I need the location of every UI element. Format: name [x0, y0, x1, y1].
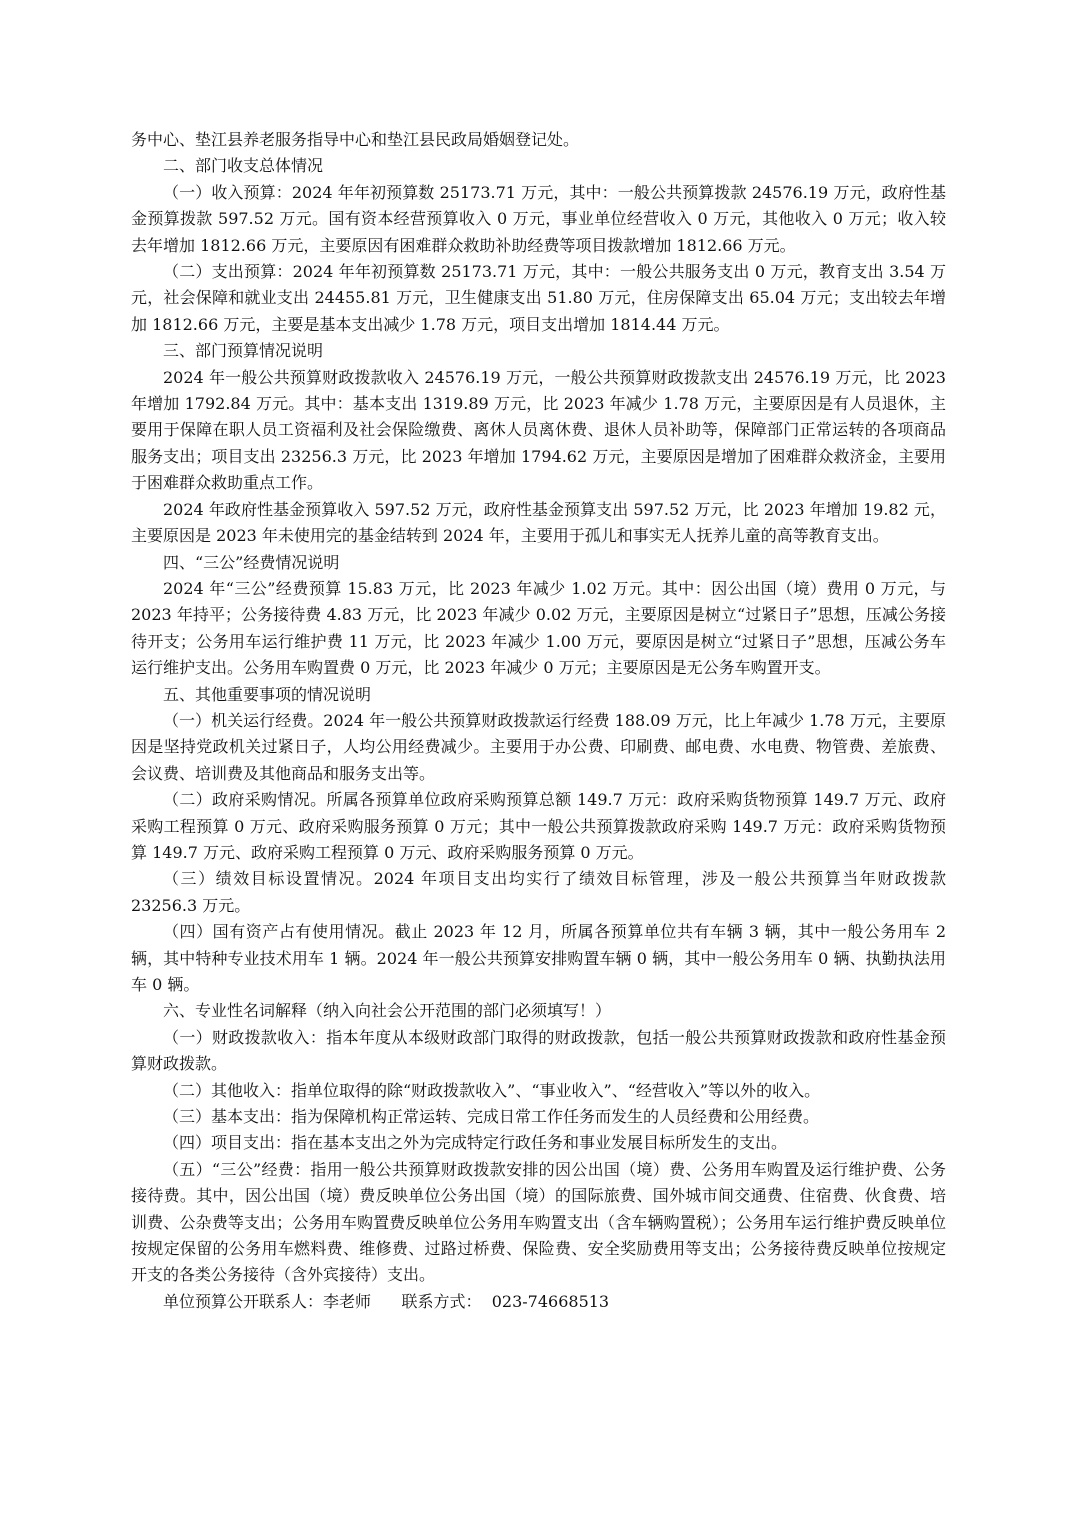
paragraph: （五）“三公”经费：指用一般公共预算财政拨款安排的因公出国（境）费、公务用车购置及运行维护费、公务接待费。其中，因公出国（境）费反映单位公务出国（境）的国际旅费、国外城市间交通费、住宿费、伙食费、培训费、公杂费等支出；公务用车购置费反映单位公务用车购置支出（含车辆购置税）；公务用车运行维护费反映单位按规定保留的公务用车燃料费、维修费、过路过桥费、保险费、安全奖励费用等支出；公务接待费反映单位按规定开支的各类公务接待（含外宾接待）支出。	[131, 1159, 946, 1285]
contact-phone: 023-74668513	[491, 1291, 610, 1311]
section-heading-6: 六、专业性名词解释（纳入向社会公开范围的部门必须填写！）	[163, 1001, 612, 1021]
paragraph: （一）财政拨款收入：指本年度从本级财政部门取得的财政拨款，包括一般公共预算财政拨款和政府性基金预算财政拨款。	[131, 1027, 946, 1074]
paragraph: （二）其他收入：指单位取得的除“财政拨款收入”、“事业收入”、“经营收入”等以外的收入。	[163, 1080, 821, 1100]
paragraph: （一）收入预算：2024 年年初预算数 25173.71 万元，其中：一般公共预算拨款 24576.19 万元，政府性基金预算拨款 597.52 万元。国有资本经营预算收入 0 万元，事业单位经营收入 0 万元，其他收入 0 万元；收入较去年增加 1812.66 万元，主要原因有困难群众救助补助经费等项目拨款增加 1812.66 万元。	[131, 182, 946, 255]
section-heading-5: 五、其他重要事项的情况说明	[163, 684, 372, 704]
paragraph: （三）绩效目标设置情况。2024 年项目支出均实行了绩效目标管理，涉及一般公共预算当年财政拨款 23256.3 万元。	[131, 869, 946, 915]
paragraph: （四）国有资产占有使用情况。截止 2023 年 12 月，所属各预算单位共有车辆 3 辆，其中一般公务用车 2 辆，其中特种专业技术用车 1 辆。2024 年一般公共预算安排购置车辆 0 辆，其中一般公务用车 0 辆、执勤执法用车 0 辆。	[131, 922, 946, 994]
contact-phone-label: 联系方式：	[401, 1291, 482, 1311]
section-heading-3: 三、部门预算情况说明	[163, 341, 324, 361]
contact-person: 单位预算公开联系人：李老师	[163, 1291, 372, 1311]
section-heading-2: 二、部门收支总体情况	[163, 156, 324, 176]
section-heading-4: 四、“三公”经费情况说明	[163, 552, 340, 572]
paragraph: 2024 年政府性基金预算收入 597.52 万元，政府性基金预算支出 597.52 万元，比 2023 年增加 19.82 元，主要原因是 2023 年未使用完的基金结转到 2024 年，主要用于孤儿和事实无人抚养儿童的高等教育支出。	[131, 499, 946, 546]
paragraph: （一）机关运行经费。2024 年一般公共预算财政拨款运行经费 188.09 万元，比上年减少 1.78 万元，主要原因是坚持党政机关过紧日子，人均公用经费减少。主要用于办公费、印刷费、邮电费、水电费、物管费、差旅费、会议费、培训费及其他商品和服务支出等。	[131, 710, 946, 783]
paragraph: 2024 年“三公”经费预算 15.83 万元，比 2023 年减少 1.02 万元。其中：因公出国（境）费用 0 万元，与 2023 年持平；公务接待费 4.83 万元，比 2023 年减少 0.02 万元，主要原因是树立“过紧日子”思想，压减公务接待开支；公务用车运行维护费 11 万元，比 2023 年减少 1.00 万元，要原因是树立“过紧日子”思想，压减公务车运行维护支出。公务用车购置费 0 万元，比 2023 年减少 0 万元；主要原因是无公务车购置开支。	[131, 578, 946, 678]
paragraph: 2024 年一般公共预算财政拨款收入 24576.19 万元，一般公共预算财政拨款支出 24576.19 万元，比 2023 年增加 1792.84 万元。其中：基本支出 1319.89 万元，比 2023 年减少 1.78 万元，主要原因是有人员退休，主要用于保障在职人员工资福利及社会保险缴费、离休人员离休费、退休人员补助等，保障部门正常运转的各项商品服务支出；项目支出 23256.3 万元，比 2023 年增加 1794.62 万元，主要原因是增加了困难群众救济金，主要用于困难群众救助重点工作。	[131, 367, 946, 493]
paragraph: （二）支出预算：2024 年年初预算数 25173.71 万元，其中：一般公共服务支出 0 万元，教育支出 3.54 万元，社会保障和就业支出 24455.81 万元，卫生健康支出 51.80 万元，住房保障支出 65.04 万元；支出较去年增加 1812.66 万元，主要是基本支出减少 1.78 万元，项目支出增加 1814.44 万元。	[131, 262, 946, 334]
paragraph: （三）基本支出：指为保障机构正常运转、完成日常工作任务而发生的人员经费和公用经费。	[163, 1107, 820, 1127]
paragraph: 务中心、垫江县养老服务指导中心和垫江县民政局婚姻登记处。	[131, 130, 580, 149]
document-body	[131, 127, 946, 1315]
paragraph: （四）项目支出：指在基本支出之外为完成特定行政任务和事业发展目标所发生的支出。	[163, 1133, 788, 1153]
contact-line	[131, 1289, 946, 1315]
paragraph: （二）政府采购情况。所属各预算单位政府采购预算总额 149.7 万元：政府采购货物预算 149.7 万元、政府采购工程预算 0 万元、政府采购服务预算 0 万元；其中一般公共预算拨款政府采购 149.7 万元：政府采购货物预算 149.7 万元、政府采购工程预算 0 万元、政府采购服务预算 0 万元。	[131, 790, 946, 862]
